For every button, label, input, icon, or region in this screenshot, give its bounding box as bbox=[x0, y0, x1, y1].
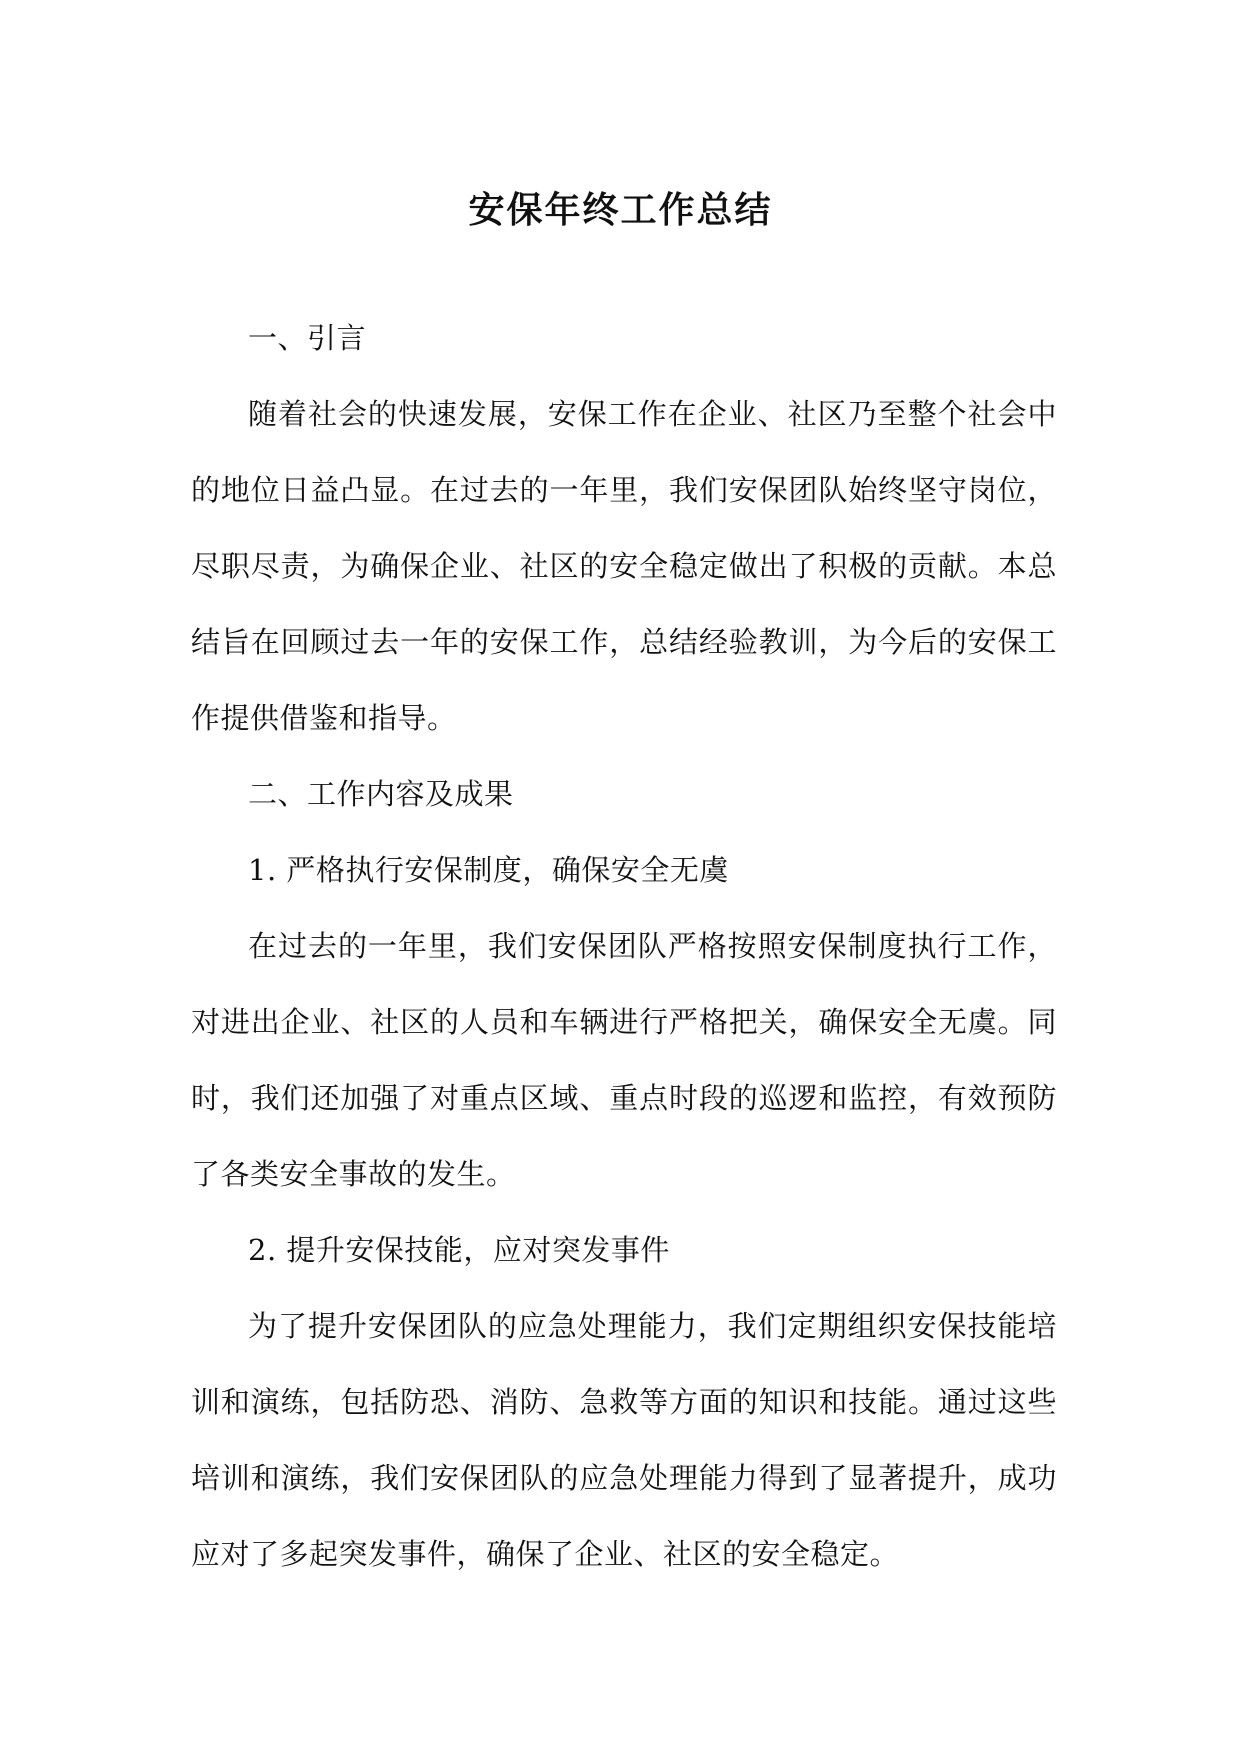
paragraph-security-skills: 为了提升安保团队的应急处理能力，我们定期组织安保技能培训和演练，包括防恐、消防、急救等方面的知识和技能。通过这些培训和演练，我们安保团队的应急处理能力得到了显著提升，成功应对了多起突发事件，确保了企业、社区的安全稳定。 bbox=[191, 1309, 1057, 1571]
section-heading-introduction: 一、引言 bbox=[248, 321, 367, 355]
document-body bbox=[191, 300, 1057, 1592]
subheading-security-skills: 2. 提升安保技能，应对突发事件 bbox=[248, 1233, 670, 1267]
paragraph-security-system: 在过去的一年里，我们安保团队严格按照安保制度执行工作，对进出企业、社区的人员和车辆进行严格把关，确保安全无虞。同时，我们还加强了对重点区域、重点时段的巡逻和监控，有效预防了各类安全事故的发生。 bbox=[191, 929, 1057, 1191]
subheading-security-system: 1. 严格执行安保制度，确保安全无虞 bbox=[248, 853, 729, 887]
document-title: 安保年终工作总结 bbox=[468, 189, 773, 231]
section-heading-work-content: 二、工作内容及成果 bbox=[248, 777, 514, 811]
paragraph-introduction: 随着社会的快速发展，安保工作在企业、社区乃至整个社会中的地位日益凸显。在过去的一年里，我们安保团队始终坚守岗位，尽职尽责，为确保企业、社区的安全稳定做出了积极的贡献。本总结旨在回顾过去一年的安保工作，总结经验教训，为今后的安保工作提供借鉴和指导。 bbox=[191, 397, 1057, 735]
